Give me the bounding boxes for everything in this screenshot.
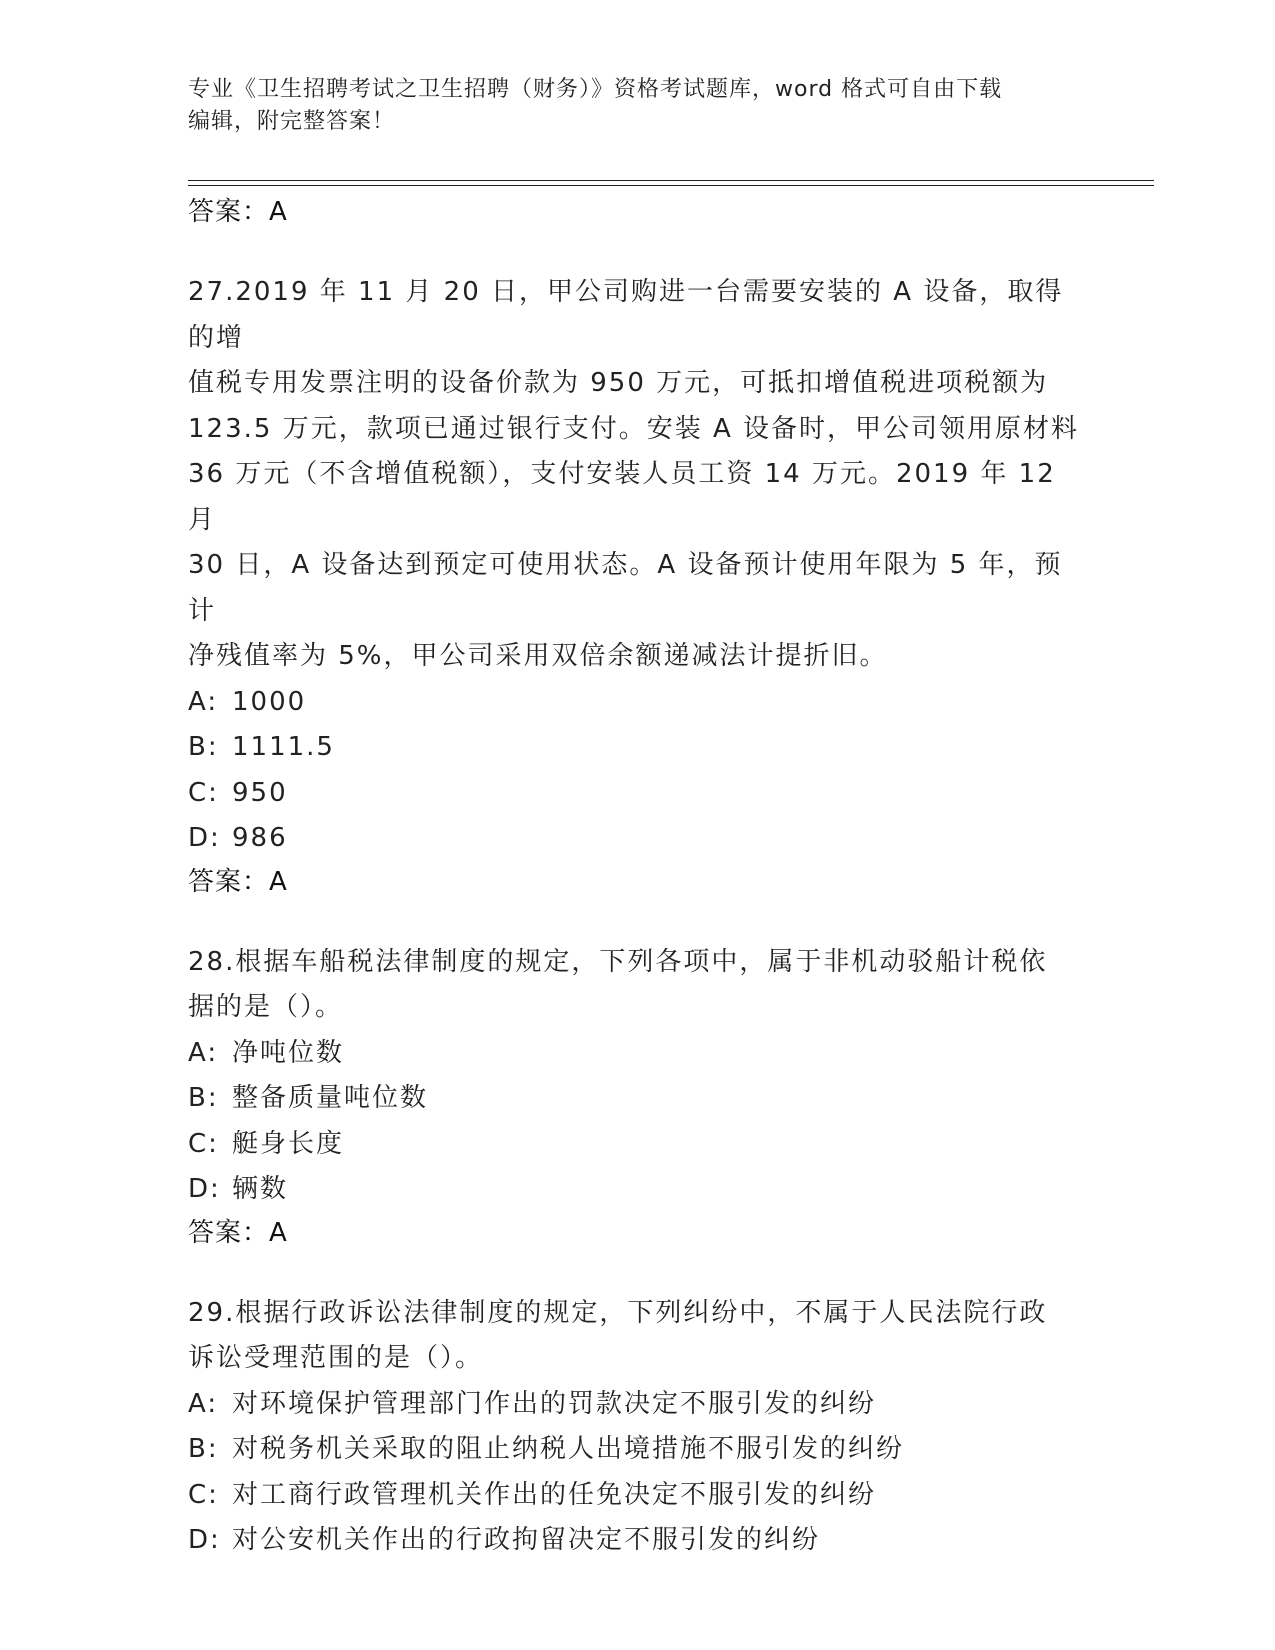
answer-option bbox=[188, 1122, 1088, 1168]
header-line-2: 编辑，附完整答案！ bbox=[188, 109, 396, 134]
answer-option bbox=[188, 1167, 1088, 1213]
question-text bbox=[188, 1291, 1088, 1382]
question-block bbox=[188, 940, 1088, 1251]
option-text: 950 bbox=[232, 777, 288, 808]
option-letter: B: bbox=[188, 1083, 219, 1113]
question-list bbox=[188, 270, 1088, 1564]
question-line: 值税专用发票注明的设备价款为 950 万元，可抵扣增值税进项税额为 bbox=[188, 368, 1049, 398]
option-letter: C: bbox=[188, 777, 219, 808]
question-line: 诉讼受理范围的是（）。 bbox=[188, 1343, 484, 1373]
option-text: 986 bbox=[232, 823, 288, 853]
option-letter: D: bbox=[188, 823, 221, 853]
answer-option bbox=[188, 1473, 1088, 1519]
previous-answer: 答案：A bbox=[188, 197, 288, 227]
answer-option bbox=[188, 725, 1088, 771]
question-block bbox=[188, 1291, 1088, 1564]
option-letter: B: bbox=[188, 732, 219, 762]
question-line: 据的是（）。 bbox=[188, 992, 344, 1022]
option-text: 对税务机关采取的阻止纳税人出境措施不服引发的纠纷 bbox=[232, 1434, 905, 1464]
header-rule-top bbox=[188, 180, 1154, 181]
option-text: 艇身长度 bbox=[232, 1128, 345, 1159]
option-letter: D: bbox=[188, 1174, 221, 1204]
question-line: 30 日，A 设备达到预定可使用状态。A 设备预计使用年限为 5 年，预计 bbox=[188, 550, 1063, 626]
answer-line: 答案：A bbox=[188, 1217, 288, 1248]
question-text bbox=[188, 940, 1088, 1031]
question-line: 27.2019 年 11 月 20 日，甲公司购进一台需要安装的 A 设备，取得的增 bbox=[188, 277, 1064, 353]
option-letter: D: bbox=[188, 1525, 221, 1555]
page-header bbox=[188, 74, 1088, 138]
question-block bbox=[188, 270, 1088, 900]
answer-option bbox=[188, 816, 1088, 862]
answer-option bbox=[188, 771, 1088, 817]
option-text: 辆数 bbox=[232, 1174, 289, 1204]
answer-option bbox=[188, 1382, 1088, 1428]
answer-option bbox=[188, 1518, 1088, 1564]
question-line: 36 万元（不含增值税额），支付安装人员工资 14 万元。2019 年 12 月 bbox=[188, 459, 1056, 535]
option-letter: C: bbox=[188, 1128, 219, 1159]
header-rule-bottom bbox=[188, 185, 1154, 186]
option-letter: C: bbox=[188, 1479, 219, 1510]
answer-option bbox=[188, 1076, 1088, 1122]
answer-option bbox=[188, 1427, 1088, 1473]
answer-line: 答案：A bbox=[188, 866, 288, 897]
option-letter: A: bbox=[188, 1037, 219, 1068]
option-text: 对环境保护管理部门作出的罚款决定不服引发的纠纷 bbox=[232, 1388, 877, 1419]
option-letter: A: bbox=[188, 1388, 219, 1419]
option-text: 1111.5 bbox=[232, 732, 335, 762]
option-text: 净吨位数 bbox=[232, 1037, 345, 1068]
option-text: 整备质量吨位数 bbox=[232, 1083, 429, 1113]
answer-option bbox=[188, 680, 1088, 726]
option-letter: B: bbox=[188, 1434, 219, 1464]
answer-option bbox=[188, 1031, 1088, 1077]
option-text: 对公安机关作出的行政拘留决定不服引发的纠纷 bbox=[232, 1525, 821, 1555]
question-line: 29.根据行政诉讼法律制度的规定，下列纠纷中，不属于人民法院行政 bbox=[188, 1297, 1048, 1328]
question-line: 净残值率为 5%，甲公司采用双倍余额递减法计提折旧。 bbox=[188, 641, 888, 671]
option-text: 对工商行政管理机关作出的任免决定不服引发的纠纷 bbox=[232, 1479, 877, 1510]
question-line: 123.5 万元，款项已通过银行支付。安装 A 设备时，甲公司领用原材料 bbox=[188, 413, 1080, 444]
question-text bbox=[188, 270, 1088, 680]
page-content bbox=[188, 192, 1088, 1564]
option-letter: A: bbox=[188, 686, 219, 717]
question-line: 28.根据车船税法律制度的规定，下列各项中，属于非机动驳船计税依 bbox=[188, 946, 1048, 977]
header-line-1: 专业《卫生招聘考试之卫生招聘（财务）》资格考试题库，word 格式可自由下载 bbox=[188, 77, 1003, 102]
option-text: 1000 bbox=[232, 686, 307, 717]
